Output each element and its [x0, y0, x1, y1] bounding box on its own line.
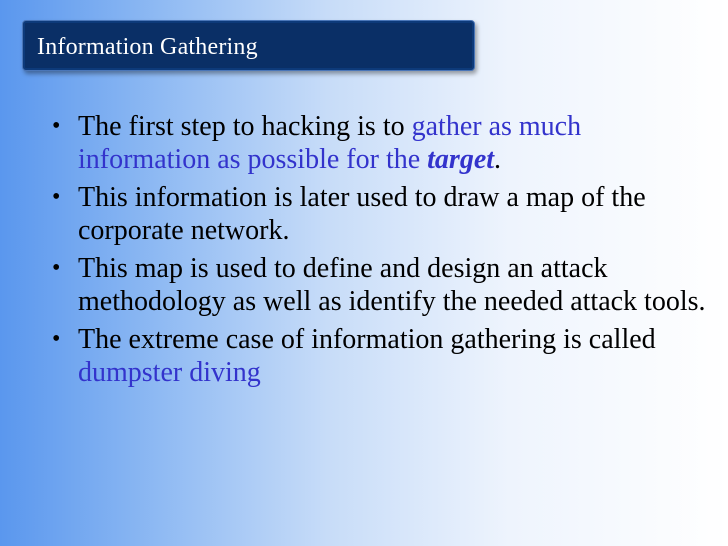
bullet-text: The first step to hacking is to [78, 111, 412, 142]
bullet-text: The extreme case of information gathering is called [78, 324, 656, 355]
bullet-item [48, 252, 708, 318]
bullet-item [48, 110, 708, 176]
bullet-icon: • [52, 255, 61, 281]
bullet-icon: • [52, 326, 61, 352]
slide-title: Information Gathering [37, 34, 258, 60]
emphasized-text: target [427, 144, 495, 175]
bullet-icon: • [52, 113, 61, 139]
bullet-item [48, 323, 708, 389]
bullet-item [48, 181, 708, 247]
bullet-text: This map is used to define and design an attack methodology as well as identify the needed attack tools. [78, 253, 706, 317]
bullet-text-end: . [494, 144, 502, 175]
highlighted-text: dumpster diving [78, 357, 261, 388]
bullet-icon: • [52, 184, 61, 210]
slide-title-bar [22, 20, 475, 71]
bullet-text: This information is later used to draw a map of the corporate network. [78, 182, 646, 246]
bullet-list [48, 110, 708, 394]
highlighted-text: gather as much information as possible for the [78, 111, 582, 175]
